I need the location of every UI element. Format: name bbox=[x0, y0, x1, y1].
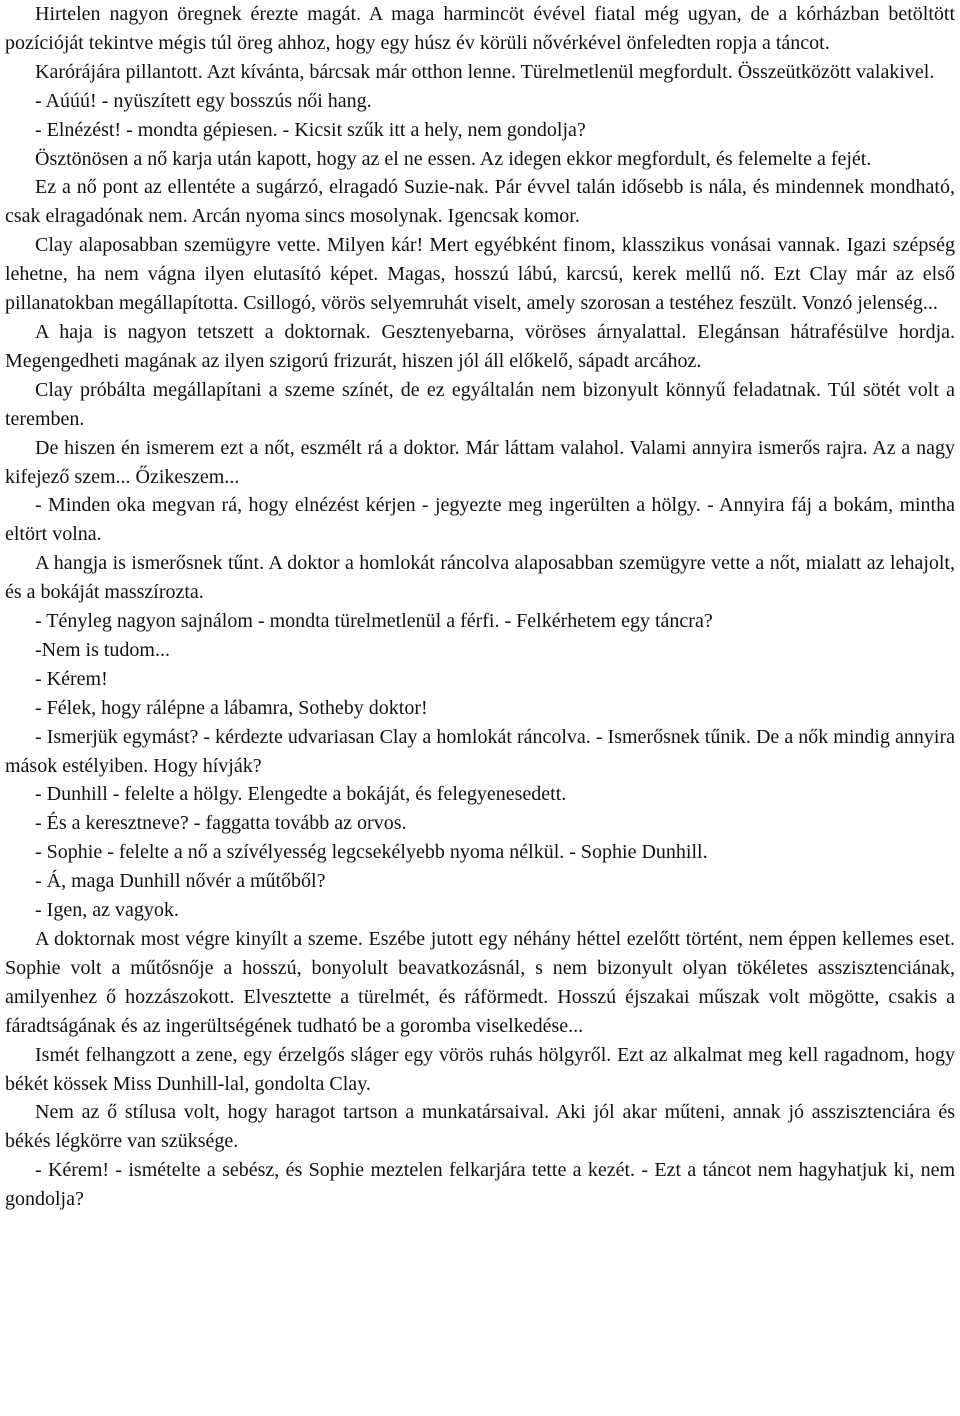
paragraph: - Kérem! bbox=[35, 667, 108, 690]
paragraph: Ösztönösen a nő karja után kapott, hogy az el ne essen. Az idegen ekkor megfordult, és felemelte a fejét. bbox=[35, 147, 872, 170]
paragraph: Karórájára pillantott. Azt kívánta, bárcsak már otthon lenne. Türelmetlenül megfordult. Összeütközött valakivel. bbox=[35, 60, 935, 83]
paragraph: - Félek, hogy rálépne a lábamra, Sotheby doktor! bbox=[35, 696, 428, 719]
paragraph: Clay próbálta megállapítani a szeme színét, de ez egyáltalán nem bizonyult könnyű feladatnak. Túl sötét volt a teremben. bbox=[5, 378, 955, 430]
paragraph: - És a keresztneve? - faggatta tovább az orvos. bbox=[35, 812, 407, 835]
paragraph: - Elnézést! - mondta gépiesen. - Kicsit szűk itt a hely, nem gondolja? bbox=[35, 118, 586, 141]
paragraph: - Dunhill - felelte a hölgy. Elengedte a bokáját, és felegyenesedett. bbox=[35, 783, 567, 806]
paragraph: De hiszen én ismerem ezt a nőt, eszmélt rá a doktor. Már láttam valahol. Valami annyira ismerős rajra. Az a nagy kifejező szem... Őzikeszem... bbox=[5, 436, 955, 488]
paragraph: Hirtelen nagyon öregnek érezte magát. A maga harmincöt évével fiatal még ugyan, de a kórházban betöltött pozícióját tekintve mégis túl öreg ahhoz, hogy egy húsz év körüli nővérkével önfeledten ropja a táncot. bbox=[5, 3, 955, 54]
paragraph: A haja is nagyon tetszett a doktornak. Gesztenyebarna, vöröses árnyalattal. Elegánsan hátrafésülve hordja. Megengedheti magának az ilyen szigorú frizurát, hiszen jól áll előkelő, sápadt arcához. bbox=[5, 320, 955, 372]
paragraph: Nem az ő stílusa volt, hogy haragot tartson a munkatársaival. Aki jól akar műteni, annak jó asszisztenciára és békés légkörre van szüksége. bbox=[5, 1101, 955, 1153]
paragraph: - Aúúú! - nyüszített egy bosszús női hang. bbox=[35, 89, 372, 112]
paragraph: Clay alaposabban szemügyre vette. Milyen kár! Mert egyébként finom, klasszikus vonásai vannak. Igazi szépség lehetne, ha nem vágna ilyen elutasító képet. Magas, hosszú lábú, karcsú, kerek mellű nő. Ezt Clay már az első pillanatokban megállapította. Csillogó, vörös selyemruhát viselt, amely szorosan a testéhez feszült. Vonzó jelenség... bbox=[5, 234, 955, 315]
paragraph: Ismét felhangzott a zene, egy érzelgős sláger egy vörös ruhás hölgyről. Ezt az alkalmat meg kell ragadnom, hogy békét kössek Miss Dunhill-lal, gondolta Clay. bbox=[5, 1043, 955, 1095]
paragraph: - Tényleg nagyon sajnálom - mondta türelmetlenül a férfi. - Felkérhetem egy táncra? bbox=[35, 610, 713, 633]
paragraph: -Nem is tudom... bbox=[35, 638, 170, 661]
paragraph: - Sophie - felelte a nő a szívélyesség legcsekélyebb nyoma nélkül. - Sophie Dunhill. bbox=[35, 841, 708, 864]
paragraph: A doktornak most végre kinyílt a szeme. Eszébe jutott egy néhány héttel ezelőtt történt, nem éppen kellemes eset. Sophie volt a műtősnője a hosszú, bonyolult beavatkozásnál, s nem bizonyult olyan tökéletes asszisztenciának, amilyenhez ő hozzászokott. Elvesztette a türelmét, és ráförmedt. Hosszú éjszakai műszak volt mögötte, csakis a fáradtságának és az ingerültségének tudható be a goromba viselkedése... bbox=[5, 928, 955, 1037]
paragraph: - Igen, az vagyok. bbox=[35, 899, 179, 922]
paragraph: - Ismerjük egymást? - kérdezte udvariasan Clay a homlokát ráncolva. - Ismerősnek tűnik. De a nők mindig annyira mások estélyiben. Hogy hívják? bbox=[5, 725, 955, 777]
paragraph: A hangja is ismerősnek tűnt. A doktor a homlokát ráncolva alaposabban szemügyre vette a nőt, mialatt az lehajolt, és a bokáját masszírozta. bbox=[5, 552, 955, 604]
paragraph: - Á, maga Dunhill nővér a műtőből? bbox=[35, 870, 326, 893]
paragraph: - Kérem! - ismételte a sebész, és Sophie meztelen felkarjára tette a kezét. - Ezt a táncot nem hagyhatjuk ki, nem gondolja? bbox=[5, 1159, 955, 1211]
paragraph: Ez a nő pont az ellentéte a sugárzó, elragadó Suzie-nak. Pár évvel talán idősebb is nála, és mindennek mondható, csak elragadónak nem. Arcán nyoma sincs mosolynak. Igencsak komor. bbox=[5, 176, 955, 228]
paragraph: - Minden oka megvan rá, hogy elnézést kérjen - jegyezte meg ingerülten a hölgy. - Annyira fáj a bokám, mintha eltört volna. bbox=[5, 494, 955, 546]
